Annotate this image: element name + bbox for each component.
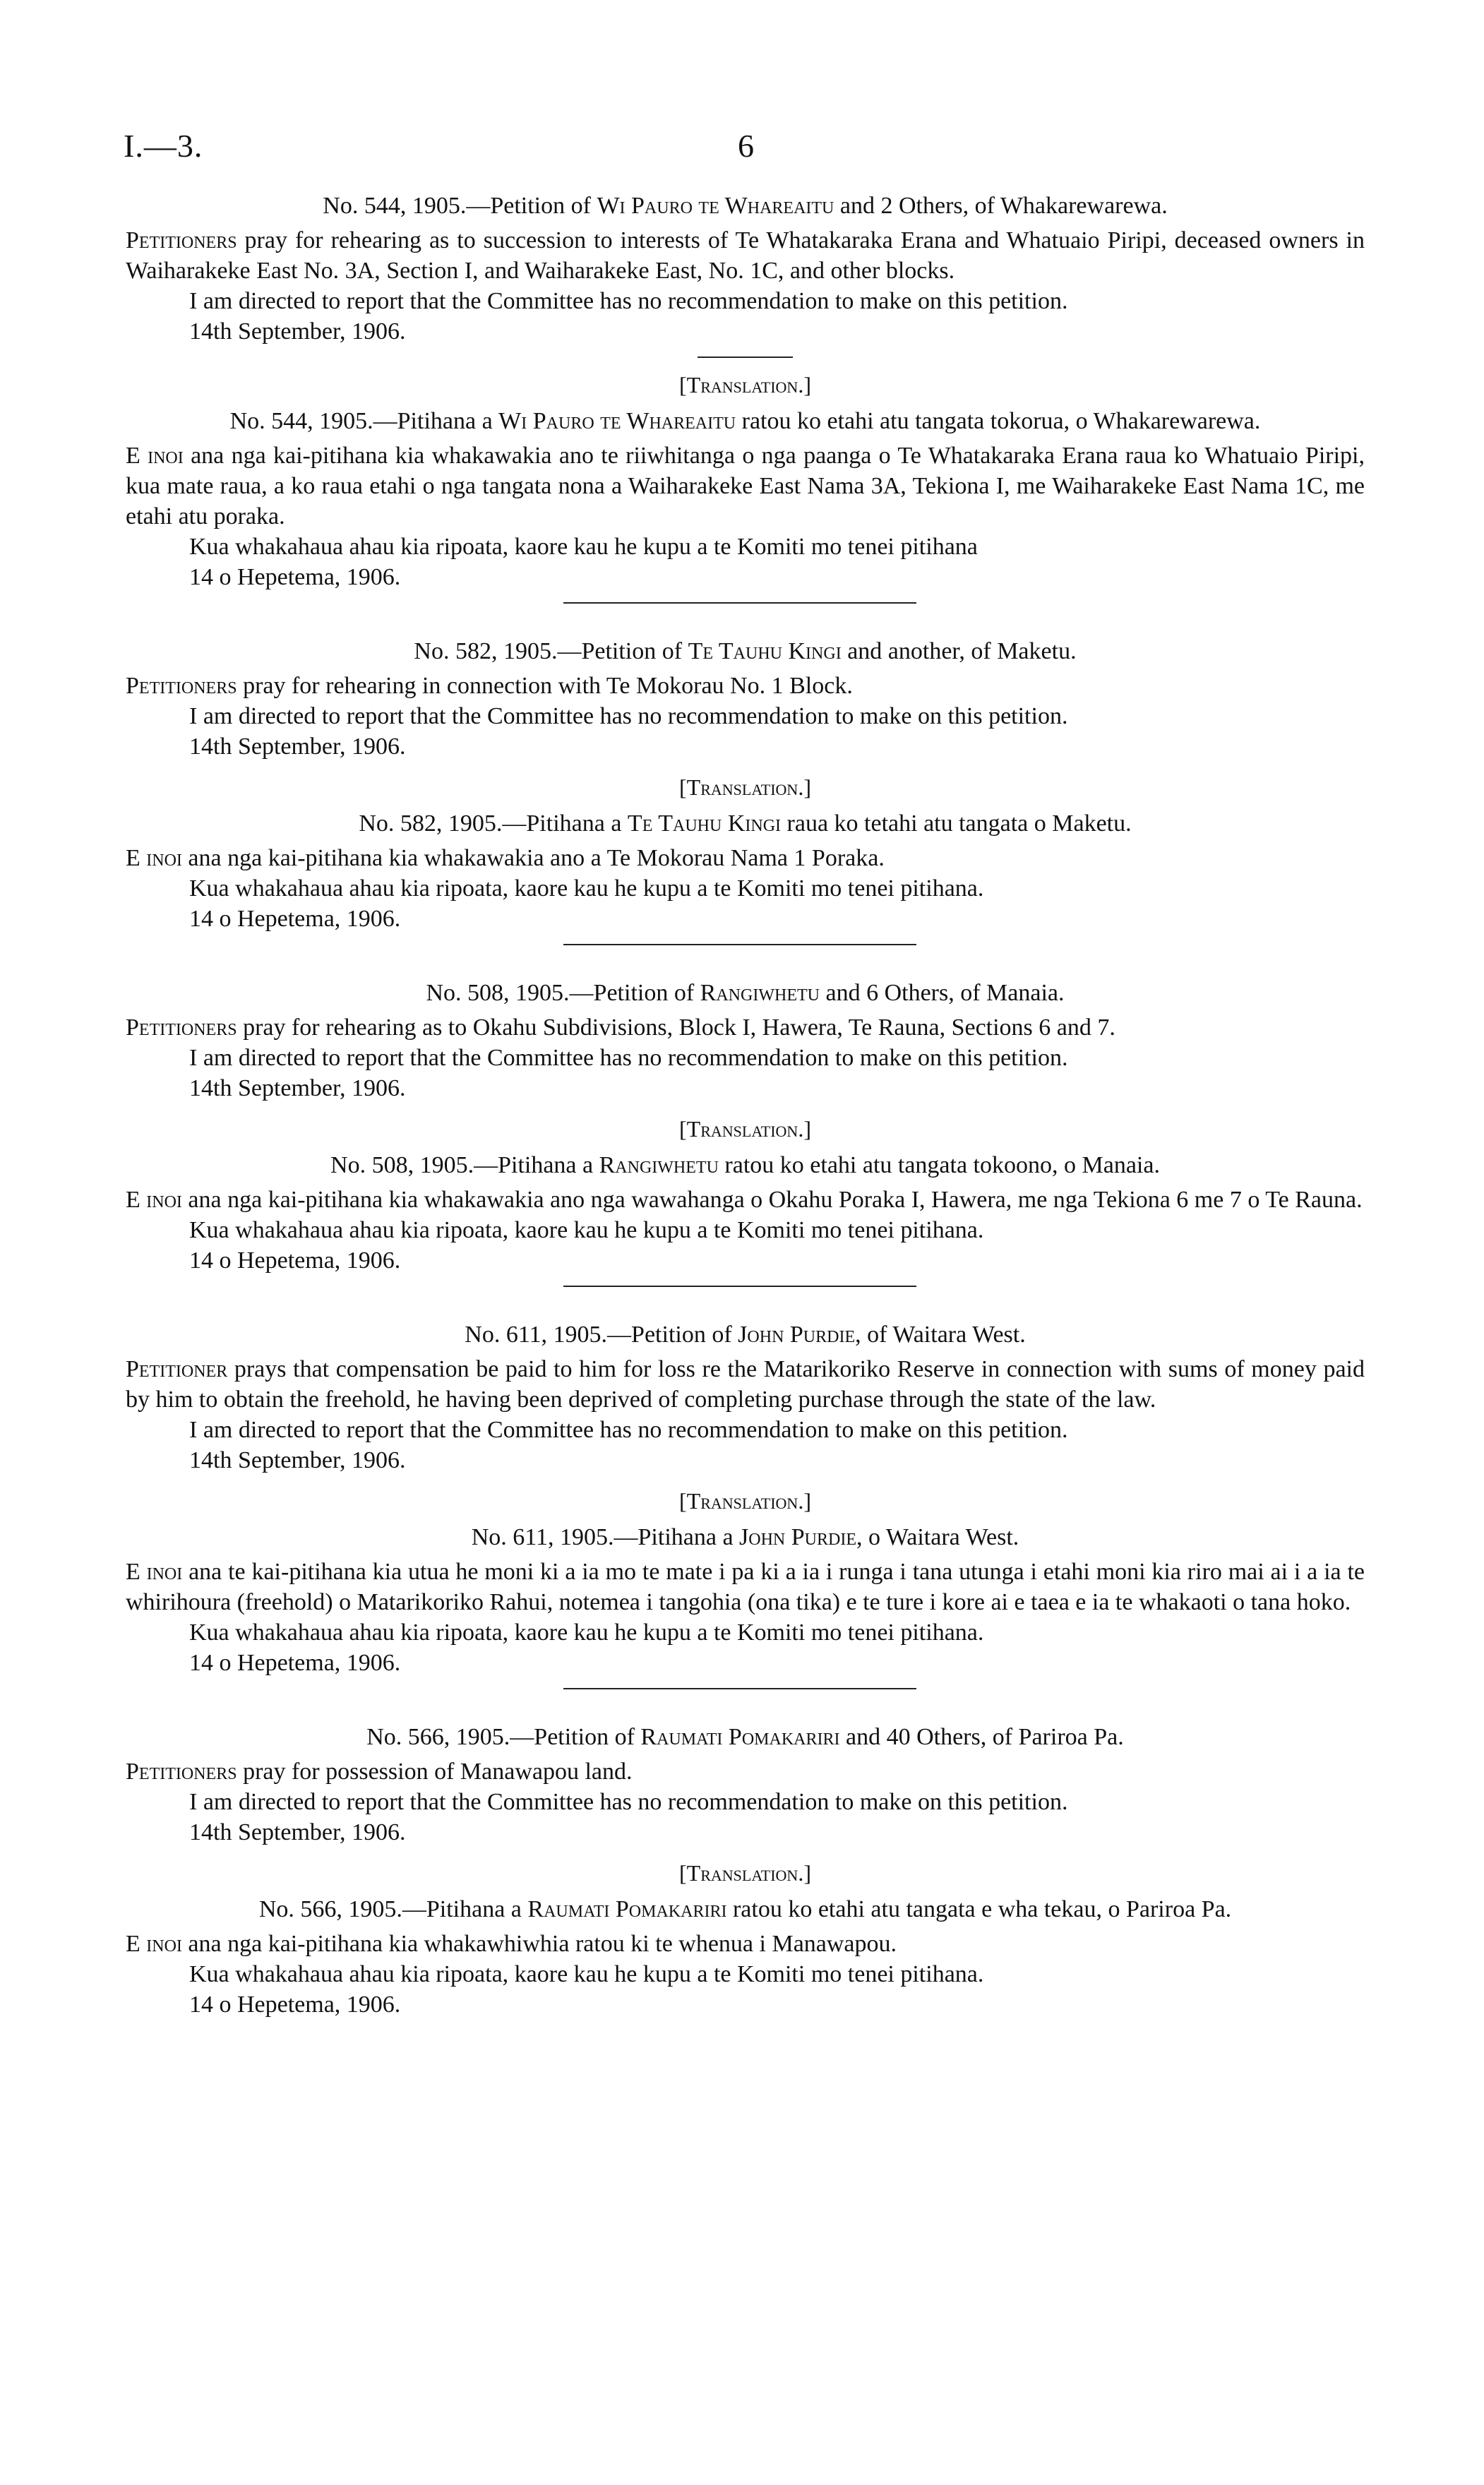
section-divider — [563, 1286, 916, 1287]
petitioner-name: Wi Pauro te Whareaitu — [597, 193, 834, 219]
translation-report: Kua whakahaua ahau kia ripoata, kaore kau he kupu a te Komiti mo tenei pitihana. — [189, 875, 984, 902]
translation-label: [Translation.] — [679, 372, 811, 397]
petition-heading: No. 582, 1905.—Petition of Te Tauhu Kingi and another, of Maketu. — [414, 638, 1077, 664]
translation-label: [Translation.] — [679, 1116, 811, 1142]
petitioner-name: Wi Pauro te Whareaitu — [498, 408, 736, 434]
petitioner-name: Rangiwhetu — [599, 1152, 719, 1178]
translation-date: 14 o Hepetema, 1906. — [189, 564, 401, 590]
translation-label: [Translation.] — [679, 1860, 811, 1886]
report-date: 14th September, 1906. — [189, 1447, 406, 1473]
petition-body: Petitioners pray for rehearing as to succession to interests of Te Whatakaraka Erana and Whatuaio Piripi, deceased owners in Waiharakeke East No. 3A, Section I, and Waiharakeke East, No. 1C, and other blocks. — [126, 227, 1365, 284]
divider — [698, 357, 793, 358]
petition-heading: No. 544, 1905.—Petition of Wi Pauro te Whareaitu and 2 Others, of Whakarewarewa. — [323, 193, 1168, 219]
petition-section — [126, 191, 1365, 604]
translation-report: Kua whakahaua ahau kia ripoata, kaore kau he kupu a te Komiti mo tenei pitihana. — [189, 1619, 984, 1646]
petitioner-name: Te Tauhu Kingi — [627, 810, 782, 837]
petition-heading: No. 508, 1905.—Petition of Rangiwhetu and 6 Others, of Manaia. — [426, 980, 1065, 1006]
section-divider — [563, 944, 916, 945]
petitioner-name: Rangiwhetu — [700, 980, 820, 1006]
translation-heading: No. 508, 1905.—Pitihana a Rangiwhetu ratou ko etahi atu tangata tokoono, o Manaia. — [330, 1152, 1160, 1178]
translation-date: 14 o Hepetema, 1906. — [189, 906, 401, 932]
petitioner-name: Raumati Pomakariri — [527, 1896, 727, 1922]
petitioner-name: Raumati Pomakariri — [640, 1724, 840, 1750]
committee-report: I am directed to report that the Committee has no recommendation to make on this petition. — [189, 1789, 1068, 1815]
petition-body: Petitioners pray for rehearing as to Okahu Subdivisions, Block I, Hawera, Te Rauna, Sections 6 and 7. — [126, 1014, 1115, 1041]
petitioner-name: John Purdie — [739, 1524, 856, 1550]
paper-reference: I.—3. — [124, 128, 203, 164]
report-date: 14th September, 1906. — [189, 1819, 406, 1845]
petition-section — [126, 636, 1365, 945]
committee-report: I am directed to report that the Committee has no recommendation to make on this petition. — [189, 703, 1068, 729]
translation-heading: No. 611, 1905.—Pitihana a John Purdie, o Waitara West. — [471, 1524, 1019, 1550]
translation-body: E inoi ana nga kai-pitihana kia whakawakia ano nga wawahanga o Okahu Poraka I, Hawera, me nga Tekiona 6 me 7 o Te Rauna. — [126, 1187, 1363, 1213]
translation-body: E inoi ana te kai-pitihana kia utua he moni ki a ia mo te mate i pa ki a ia i runga i tana utunga i etahi moni kia riro mai ai i a ia te whirihoura (freehold) o Matarikoriko Rahui, notemea i tangohia (ona tika) e te ture i kore ai e taea e ia te whakaoti o tana hoko. — [126, 1559, 1365, 1615]
petition-heading: No. 611, 1905.—Petition of John Purdie, of Waitara West. — [465, 1322, 1026, 1348]
petition-body: Petitioner prays that compensation be paid to him for loss re the Matarikoriko Reserve in connection with sums of money paid by him to obtain the freehold, he having been deprived of completing purchase through the state of the law. — [126, 1356, 1365, 1413]
petition-body: Petitioners pray for possession of Manawapou land. — [126, 1759, 633, 1785]
report-date: 14th September, 1906. — [189, 1075, 406, 1101]
translation-body: E inoi ana nga kai-pitihana kia whakawhiwhia ratou ki te whenua i Manawapou. — [126, 1931, 897, 1957]
translation-body: E inoi ana nga kai-pitihana kia whakawakia ano te riiwhitanga o nga paanga o Te Whatakaraka Erana raua ko Whatuaio Piripi, kua mate raua, a ko raua etahi o nga tangata nona a Waiharakeke East Nama 3A, Tekiona I, me Waiharakeke East Nama 1C, me etahi atu poraka. — [126, 443, 1365, 529]
translation-label: [Translation.] — [679, 774, 811, 800]
petition-heading: No. 566, 1905.—Petition of Raumati Pomakariri and 40 Others, of Pariroa Pa. — [366, 1724, 1124, 1750]
petition-body: Petitioners pray for rehearing in connection with Te Mokorau No. 1 Block. — [126, 673, 853, 699]
section-divider — [563, 602, 916, 604]
petition-section — [126, 1319, 1365, 1689]
page-number: 6 — [738, 128, 754, 164]
translation-heading: No. 566, 1905.—Pitihana a Raumati Pomakariri ratou ko etahi atu tangata e wha tekau, o Pariroa Pa. — [258, 1896, 1232, 1922]
translation-date: 14 o Hepetema, 1906. — [189, 1992, 401, 2018]
petition-section — [126, 978, 1365, 1287]
translation-label: [Translation.] — [679, 1488, 811, 1514]
translation-body: E inoi ana nga kai-pitihana kia whakawakia ano a Te Mokorau Nama 1 Poraka. — [126, 845, 885, 871]
translation-report: Kua whakahaua ahau kia ripoata, kaore kau he kupu a te Komiti mo tenei pitihana. — [189, 1961, 984, 1987]
petitioner-name: Te Tauhu Kingi — [688, 638, 842, 664]
section-divider — [563, 1688, 916, 1689]
committee-report: I am directed to report that the Committee has no recommendation to make on this petition. — [189, 1417, 1068, 1443]
translation-report: Kua whakahaua ahau kia ripoata, kaore kau he kupu a te Komiti mo tenei pitihana. — [189, 1217, 984, 1243]
committee-report: I am directed to report that the Committee has no recommendation to make on this petition. — [189, 1045, 1068, 1071]
translation-heading: No. 544, 1905.—Pitihana a Wi Pauro te Whareaitu ratou ko etahi atu tangata tokorua, o Whakarewarewa. — [229, 408, 1261, 434]
translation-date: 14 o Hepetema, 1906. — [189, 1247, 401, 1274]
petition-section — [126, 1722, 1365, 2020]
report-date: 14th September, 1906. — [189, 733, 406, 760]
translation-report: Kua whakahaua ahau kia ripoata, kaore kau he kupu a te Komiti mo tenei pitihana — [189, 534, 978, 560]
petitioner-name: John Purdie — [738, 1322, 856, 1348]
page-content — [126, 191, 1365, 2020]
translation-date: 14 o Hepetema, 1906. — [189, 1650, 401, 1676]
committee-report: I am directed to report that the Committee has no recommendation to make on this petition. — [189, 288, 1068, 314]
report-date: 14th September, 1906. — [189, 318, 406, 345]
translation-heading: No. 582, 1905.—Pitihana a Te Tauhu Kingi raua ko tetahi atu tangata o Maketu. — [359, 810, 1132, 837]
page-header — [124, 127, 1380, 176]
